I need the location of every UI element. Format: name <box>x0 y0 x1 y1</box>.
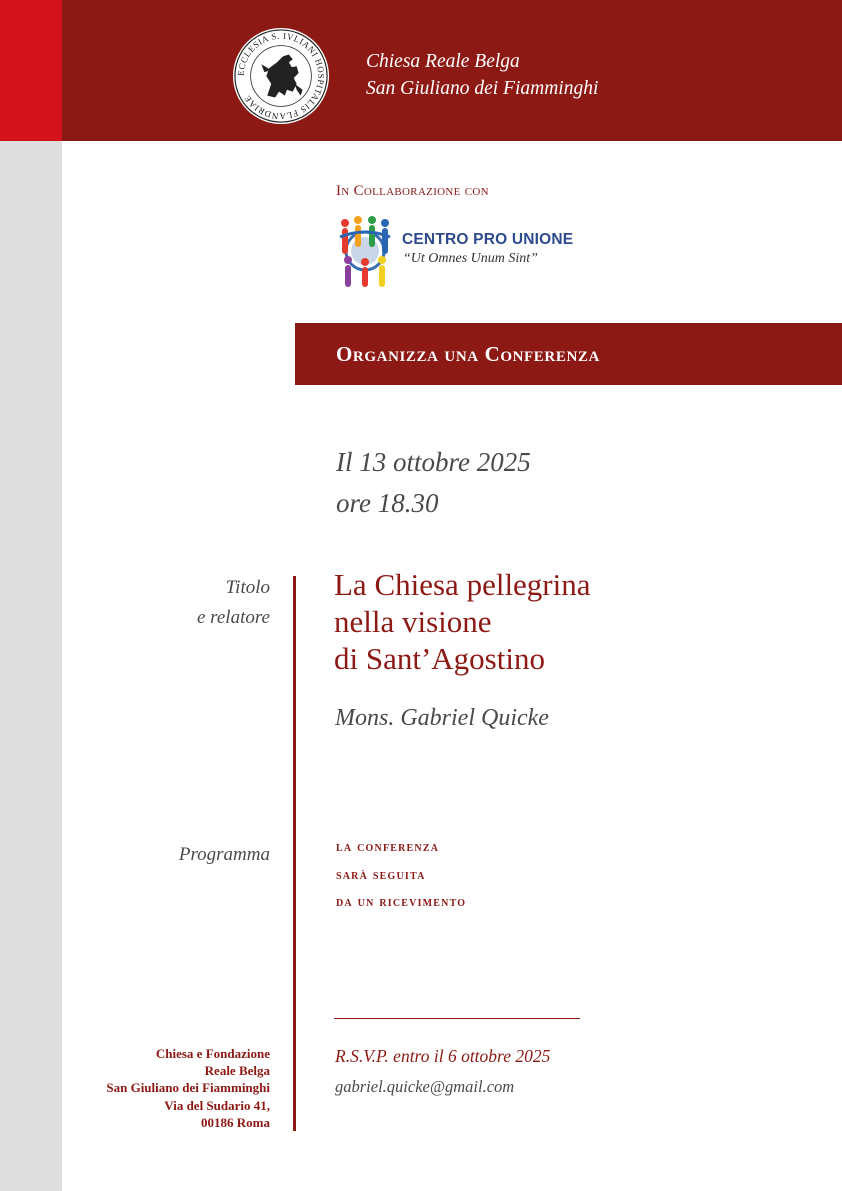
conference-title-line2: nella visione <box>334 604 492 639</box>
address-line5: 00186 Roma <box>201 1114 270 1130</box>
address-line2: Reale Belga <box>204 1063 270 1079</box>
label-programma: Programma <box>178 844 270 865</box>
program-line1: la conferenza <box>336 839 440 855</box>
vertical-divider <box>293 576 296 1131</box>
program-line3: da un ricevimento <box>336 894 467 910</box>
conference-title-line3: di Sant’Agostino <box>334 641 545 676</box>
rsvp-email-link[interactable]: gabriel.quicke@gmail.com <box>335 1077 515 1096</box>
address-line1: Chiesa e Fondazione <box>155 1046 270 1061</box>
rsvp-text: R.S.V.P. entro il 6 ottobre 2025 <box>335 1046 551 1066</box>
program-line2: sarà seguita <box>336 866 426 883</box>
label-titolo-line2: e relatore <box>197 607 270 628</box>
conference-title-line1: La Chiesa pellegrina <box>334 567 591 602</box>
conference-banner <box>295 323 842 385</box>
label-titolo <box>197 573 270 633</box>
partner-name: CENTRO PRO UNIONE <box>402 231 574 248</box>
partner-motto: “Ut Omnes Unum Sint” <box>403 251 538 266</box>
header-title-line1: Chiesa Reale Belga <box>366 51 520 72</box>
left-grey-strip <box>0 141 62 1191</box>
address-line3: San Giuliano dei Fiamminghi <box>106 1080 270 1096</box>
header-title-line2: San Giuliano dei Fiamminghi <box>366 78 599 99</box>
header-corner-accent <box>0 0 62 141</box>
speaker-name: Mons. Gabriel Quicke <box>335 705 549 731</box>
lion-seal-icon <box>232 27 330 125</box>
address-block <box>106 1045 270 1131</box>
collaboration-label: In Collaborazione con <box>336 183 489 199</box>
event-date: Il 13 ottobre 2025 <box>336 447 531 477</box>
header-title <box>366 48 598 102</box>
seal-text: ECCLESIA S. IVLIANI HOSPITALIS FLANDRIAE <box>235 30 327 122</box>
banner-text: Organizza una Conferenza <box>336 342 600 366</box>
centro-pro-unione-logo-icon <box>336 213 394 288</box>
program-text <box>336 834 466 917</box>
label-titolo-line1: Titolo <box>225 577 270 598</box>
rsvp-divider <box>334 1018 580 1019</box>
conference-title <box>334 566 591 677</box>
address-line4: Via del Sudario 41, <box>164 1097 270 1113</box>
event-time: ore 18.30 <box>336 488 439 518</box>
